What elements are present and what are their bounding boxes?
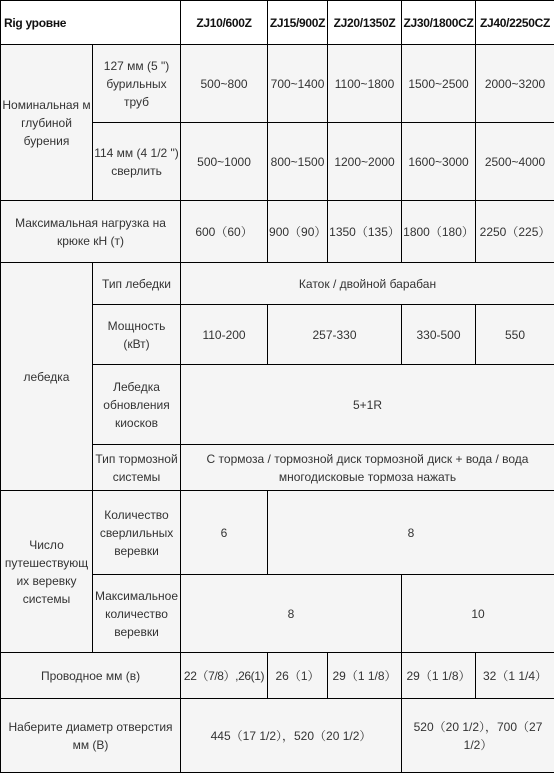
value-cell: 1500~2500 xyxy=(402,45,476,123)
value-cell: 1350（135） xyxy=(328,201,402,263)
drill-pipe-114-label: 114 мм (4 1/2 ") сверлить xyxy=(93,123,181,201)
nominal-depth-label: Номинальная м глубиной бурения xyxy=(1,45,93,201)
power-label: Мощность (кВт) xyxy=(93,305,181,365)
value-cell: 2250（225） xyxy=(476,201,554,263)
value-cell: 2500~4000 xyxy=(476,123,554,201)
model-header: ZJ40/2250CZ xyxy=(476,1,554,45)
value-cell: 1800（180） xyxy=(402,201,476,263)
value-cell: 550 xyxy=(476,305,554,365)
value-cell: 26（1） xyxy=(268,653,328,699)
table-row xyxy=(1,45,554,123)
max-lines-label: Максимальное количество веревки xyxy=(93,575,181,653)
table-row xyxy=(1,491,554,575)
value-cell: 257-330 xyxy=(268,305,402,365)
value-cell: 29（1 1/8） xyxy=(328,653,402,699)
value-cell: 500~1000 xyxy=(181,123,268,201)
drilling-lines-label: Количество сверлильных веревки xyxy=(93,491,181,575)
travel-system-label: Число путешествующих веревку системы xyxy=(1,491,93,653)
value-cell: 32（1 1/4） xyxy=(476,653,554,699)
value-cell: 29（1 1/8） xyxy=(402,653,476,699)
value-cell: 1200~2000 xyxy=(328,123,402,201)
value-cell: 900（90） xyxy=(268,201,328,263)
winch-type-label: Тип лебедки xyxy=(93,263,181,305)
wire-label: Проводное мм (в) xyxy=(1,653,181,699)
model-header: ZJ30/1800CZ xyxy=(402,1,476,45)
hole-diameter-label: Наберите диаметр отверстия мм (В) xyxy=(1,699,181,773)
value-cell: 8 xyxy=(268,491,554,575)
table-row xyxy=(1,201,554,263)
table-row xyxy=(1,263,554,305)
winch-kiosk-label: Лебедка обновления киосков xyxy=(93,365,181,445)
model-header: ZJ10/600Z xyxy=(181,1,268,45)
model-header: ZJ20/1350Z xyxy=(328,1,402,45)
drill-pipe-127-label: 127 мм (5 ") бурильных труб xyxy=(93,45,181,123)
hook-load-label: Максимальная нагрузка на крюке кН (т) xyxy=(1,201,181,263)
model-header: ZJ15/900Z xyxy=(268,1,328,45)
value-cell: 6 xyxy=(181,491,268,575)
value-cell: 700~1400 xyxy=(268,45,328,123)
winch-label: лебедка xyxy=(1,263,93,491)
winch-kiosk-value: 5+1R xyxy=(181,365,554,445)
winch-type-value: Каток / двойной барабан xyxy=(181,263,554,305)
value-cell: 445（17 1/2），520（20 1/2） xyxy=(181,699,402,773)
value-cell: 600（60） xyxy=(181,201,268,263)
value-cell: 500~800 xyxy=(181,45,268,123)
value-cell: 110-200 xyxy=(181,305,268,365)
table-row xyxy=(1,699,554,773)
value-cell: 22（7/8）,26(1) xyxy=(181,653,268,699)
brake-type-value: С тормоза / тормозной диск тормозной диск + вода / вода многодисковые тормоза нажать xyxy=(181,445,554,491)
value-cell: 520（20 1/2），700（27 1/2） xyxy=(402,699,554,773)
value-cell: 800~1500 xyxy=(268,123,328,201)
value-cell: 330-500 xyxy=(402,305,476,365)
table-row xyxy=(1,653,554,699)
value-cell: 10 xyxy=(402,575,554,653)
value-cell: 1600~3000 xyxy=(402,123,476,201)
value-cell: 2000~3200 xyxy=(476,45,554,123)
header-row xyxy=(1,1,554,45)
rig-level-header: Rig уровне xyxy=(1,1,181,45)
brake-type-label: Тип тормозной системы xyxy=(93,445,181,491)
value-cell: 1100~1800 xyxy=(328,45,402,123)
value-cell: 8 xyxy=(181,575,402,653)
